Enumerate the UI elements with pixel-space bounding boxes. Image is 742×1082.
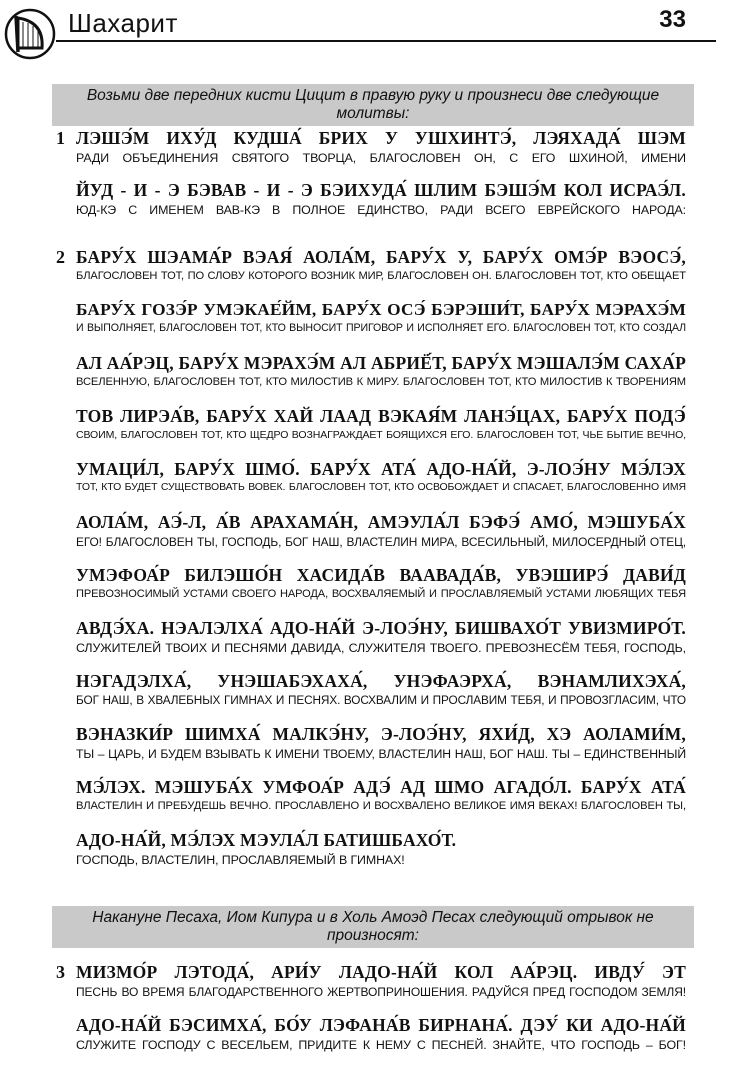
verse-line — [76, 830, 686, 867]
instruction-note: Накануне Песаха, Иом Кипура и в Холь Амоэд Песах следующий отрывок не произносят: — [52, 906, 694, 948]
verse-line — [76, 247, 686, 282]
transliteration: АЛ АА́РЭЦ, БАРУ́Х МЭРАХЭ́М АЛ АБРИЁ́Т, БАРУ́Х МЭШАЛЭ́М САХА́Р — [76, 353, 686, 373]
translation: ВЛАСТЕЛИН И ПРЕБУДЕШЬ ВЕЧНО. ПРОСЛАВЛЕНО И ВОСХВАЛЕНО ВЕЛИКОЕ ИМЯ ВЕКАХ! БЛАГОСЛОВЕН ТЫ, — [76, 800, 686, 812]
transliteration: ЛЭШЭ́М ИХУ́Д КУДША́ БРИХ У УШХИНТЭ́, ЛЭЯХАДА́ ШЭМ — [76, 128, 686, 148]
transliteration: АДО-НА́Й БЭСИМХА́, БО́У ЛЭФАНА́В БИРНАНА́. ДЭУ́ КИ АДО-НА́Й — [76, 1015, 686, 1035]
transliteration: УМАЦИ́Л, БАРУ́Х ШМО́. БАРУ́Х АТА́ АДО-НА́Й, Э-ЛОЭ́НУ МЭ́ЛЭХ — [76, 459, 686, 479]
transliteration: БАРУ́Х ШЭАМА́Р ВЭАЯ́ АОЛА́М, БАРУ́Х У, БАРУ́Х ОМЭ́Р ВЭОСЭ́, — [76, 247, 686, 267]
harp-icon — [4, 8, 56, 60]
page-number: 33 — [659, 6, 686, 33]
header-divider — [56, 40, 716, 42]
verse-line — [76, 128, 686, 165]
section-number: 3 — [56, 962, 65, 982]
translation: СЛУЖИТЕЛЕЙ ТВОИХ И ПЕСНЯМИ ДАВИДА, СЛУЖИТЕЛЯ ТВОЕГО. ПРЕВОЗНЕСЁМ ТЕБЯ, ГОСПОДЬ, — [76, 641, 686, 655]
translation: И ВЫПОЛНЯЕТ, БЛАГОСЛОВЕН ТОТ, КТО ВЫНОСИТ ПРИГОВОР И ИСПОЛНЯЕТ ЕГО. БЛАГОСЛОВЕН ТОТ, КТО СОЗДАЛ — [76, 322, 686, 334]
verse-line — [76, 512, 686, 549]
verse-line — [76, 406, 686, 441]
translation: СЛУЖИТЕ ГОСПОДУ С ВЕСЕЛЬЕМ, ПРИДИТЕ К НЕМУ С ПЕСНЕЙ. ЗНАЙТЕ, ЧТО ГОСПОДЬ – БОГ! — [76, 1038, 686, 1052]
verse-line — [76, 618, 686, 655]
verse-line — [76, 671, 686, 707]
transliteration: ТОВ ЛИРЭА́В, БАРУ́Х ХАЙ ЛААД ВЭКАЯ́М ЛАНЭ́ЦАХ, БАРУ́Х ПОДЭ́ — [76, 406, 686, 426]
transliteration: АВДЭ́ХА. НЭАЛЭЛХА́ АДО-НА́Й Э-ЛОЭ́НУ, БИШВАХО́Т УВИЗМИРО́Т. — [76, 618, 686, 638]
translation: ВСЕЛЕННУЮ, БЛАГОСЛОВЕН ТОТ, КТО МИЛОСТИВ К МИРУ. БЛАГОСЛОВЕН ТОТ, КТО МИЛОСТИВ К ТВОРЕНИЯМ — [76, 376, 686, 388]
instruction-note: Возьми две передних кисти Цицит в правую руку и произнеси две следующие молитвы: — [52, 84, 694, 126]
transliteration: БАРУ́Х ГОЗЭ́Р УМЭКАЕ́ЙМ, БАРУ́Х ОСЭ́ БЭРЭШИ́Т, БАРУ́Х МЭРАХЭ́М — [76, 300, 686, 319]
verse-line — [76, 459, 686, 493]
translation: БОГ НАШ, В ХВАЛЕБНЫХ ГИМНАХ И ПЕСНЯХ. ВОСХВАЛИМ И ПРОСЛАВИМ ТЕБЯ, И ПРОВОЗГЛАСИМ, ЧТО — [76, 694, 686, 707]
verse-line — [76, 300, 686, 334]
translation: РАДИ ОБЪЕДИНЕНИЯ СВЯТОГО ТВОРЦА, БЛАГОСЛОВЕН ОН, С ЕГО ШХИНОЙ, ИМЕНИ — [76, 151, 686, 165]
translation: ПЕСНЬ ВО ВРЕМЯ БЛАГОДАРСТВЕННОГО ЖЕРТВОПРИНОШЕНИЯ. РАДУЙСЯ ПРЕД ГОСПОДОМ ЗЕМЛЯ! — [76, 985, 686, 999]
section-number: 2 — [56, 247, 65, 267]
verse-line — [76, 565, 686, 600]
translation: ТОТ, КТО БУДЕТ СУЩЕСТВОВАТЬ ВОВЕК. БЛАГОСЛОВЕН ТОТ, КТО ОСВОБОЖДАЕТ И СПАСАЕТ, БЛАГОСЛОВЕННО ИМЯ — [76, 482, 686, 493]
transliteration: МИЗМО́Р ЛЭТОДА́, АРИ́У ЛАДО-НА́Й КОЛ АА́РЭЦ. ИВДУ́ ЭТ — [76, 962, 686, 982]
verse-line — [76, 777, 686, 812]
transliteration: АДО-НА́Й, МЭ́ЛЭХ МЭУЛА́Л БАТИШБАХО́Т. — [76, 830, 457, 850]
translation: ЕГО! БЛАГОСЛОВЕН ТЫ, ГОСПОДЬ, БОГ НАШ, ВЛАСТЕЛИН МИРА, ВСЕСИЛЬНЫЙ, МИЛОСЕРДНЫЙ ОТЕЦ, — [76, 535, 686, 549]
section-number: 1 — [56, 128, 65, 148]
page-header — [0, 0, 742, 62]
verse-line — [76, 962, 686, 999]
verse-line — [76, 1015, 686, 1052]
transliteration: МЭ́ЛЭХ. МЭШУБА́Х УМФОА́Р АДЭ́ АД ШМО АГАДО́Л. БАРУ́Х АТА́ — [76, 777, 686, 797]
verse-line — [76, 353, 686, 388]
verse-line — [76, 180, 686, 217]
translation: ЮД-КЭ С ИМЕНЕМ ВАВ-КЭ В ПОЛНОЕ ЕДИНСТВО, РАДИ ВСЕГО ЕВРЕЙСКОГО НАРОДА: — [76, 203, 686, 217]
transliteration: АОЛА́М, АЭ́-Л, А́В АРАХАМА́Н, АМЭУЛА́Л БЭФЭ́ АМО́, МЭШУБА́Х — [76, 512, 686, 532]
verse-line — [76, 724, 686, 761]
transliteration: ВЭНАЗКИ́Р ШИМХА́ МАЛКЭ́НУ, Э-ЛОЭ́НУ, ЯХИ́Д, ХЭ АОЛАМИ́М, — [76, 724, 686, 744]
translation: БЛАГОСЛОВЕН ТОТ, ПО СЛОВУ КОТОРОГО ВОЗНИК МИР, БЛАГОСЛОВЕН ОН. БЛАГОСЛОВЕН ТОТ, КТО ОБЕЩАЕТ — [76, 270, 686, 282]
page-title: Шахарит — [68, 8, 178, 38]
translation: ПРЕВОЗНОСИМЫЙ УСТАМИ СВОЕГО НАРОДА, ВОСХВАЛЯЕМЫЙ И ПРОСЛАВЛЯЕМЫЙ УСТАМИ ЛЮБЯЩИХ ТЕБЯ — [76, 588, 686, 600]
translation: СВОИМ, БЛАГОСЛОВЕН ТОТ, КТО ЩЕДРО ВОЗНАГРАЖДАЕТ БОЯЩИХСЯ ЕГО. БЛАГОСЛОВЕН ТОТ, ЧЬЕ БЫТИЕ ВЕЧНО, — [76, 429, 686, 441]
translation: ГОСПОДЬ, ВЛАСТЕЛИН, ПРОСЛАВЛЯЕМЫЙ В ГИМНАХ! — [76, 853, 405, 867]
transliteration: УМЭФОА́Р БИЛЭШО́Н ХАСИДА́В ВААВАДА́В, УВЭШИРЭ́ ДАВИ́Д — [76, 565, 686, 585]
transliteration: ЙУД - И - Э БЭВАВ - И - Э БЭИХУДА́ ШЛИМ БЭШЭ́М КОЛ ИСРАЭ́Л. — [76, 180, 686, 200]
translation: ТЫ – ЦАРЬ, И БУДЕМ ВЗЫВАТЬ К ИМЕНИ ТВОЕМУ, ВЛАСТЕЛИН НАШ, БОГ НАШ. ТЫ – ЕДИНСТВЕННЫЙ — [76, 747, 686, 761]
transliteration: НЭГАДЭЛХА́, УНЭШАБЭХАХА́, УНЭФАЭРХА́, ВЭНАМЛИХЭХА́, — [76, 671, 686, 691]
